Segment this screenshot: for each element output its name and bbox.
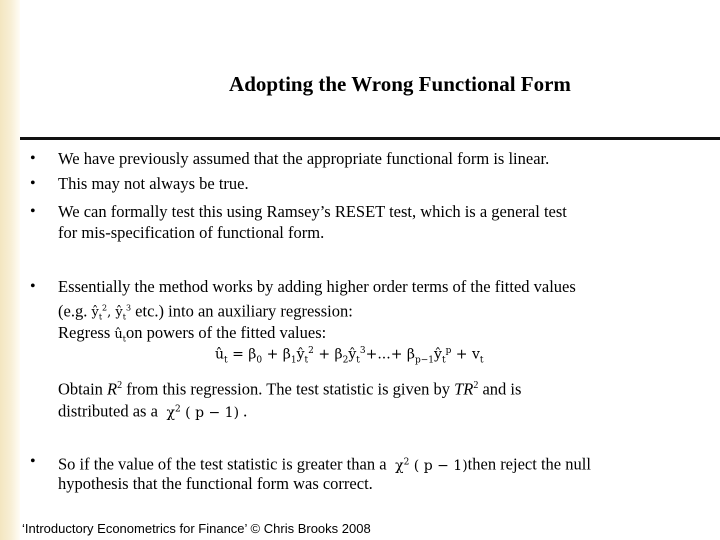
obtain-line: Obtain $R^2$ from this regression. The test statistic is given by $TR^2$ and is	[58, 379, 522, 399]
bullet-linear-assumption: We have previously assumed that the appropriate functional form is linear.	[58, 149, 550, 168]
auxiliary-regression-equation: $û_t = \beta_0$ + $\beta_1ŷ_t^2$ + $\beta_2ŷ_t^3+...+$ $\beta_{p-1}ŷ_t^p + v_t$	[215, 346, 484, 366]
conclusion-line-2: hypothesis that the functional form was correct.	[58, 474, 373, 493]
bullet-reset-test: We can formally test this using Ramsey’s RESET test, which is a general test	[58, 202, 567, 221]
method-line-2: (e.g. $ŷ_t^2$, $ŷ_t^3$ etc.) into an auxiliary regression:	[58, 301, 353, 322]
bullet-dot: •	[30, 278, 36, 295]
fitted-powers-formula: $ŷ_t^2$, $ŷ_t^3$	[91, 304, 132, 322]
slide-title: Adopting the Wrong Functional Form	[229, 72, 571, 96]
bullet-dot: •	[30, 453, 36, 470]
slide-footer: ‘Introductory Econometrics for Finance’ © Chris Brooks 2008	[22, 521, 371, 536]
method-line-3: Regress $û_ton$ powers of the fitted values:	[58, 323, 327, 344]
residual-symbol: $û_t$	[114, 327, 126, 344]
bullet-dot: •	[30, 175, 36, 192]
distributed-line: distributed as a $\chi^2$ ( p − 1) .	[58, 401, 248, 421]
chi-square-formula: $\chi^2$ ( p − 1)	[162, 404, 240, 421]
title-divider	[20, 137, 720, 140]
bullet-not-always-true: This may not always be true.	[58, 174, 249, 193]
chi-square-formula: $\chi^2$ ( p − 1)	[390, 457, 468, 474]
bullet-reset-test-cont: for mis-specification of functional form.	[58, 223, 325, 242]
bullet-dot: •	[30, 150, 36, 167]
method-line-1: Essentially the method works by adding higher order terms of the fitted values	[58, 277, 576, 296]
bullet-dot: •	[30, 203, 36, 220]
conclusion-line-1: So if the value of the test statistic is greater than a $\chi^2$ ( p − 1)then reject the null	[58, 454, 591, 474]
